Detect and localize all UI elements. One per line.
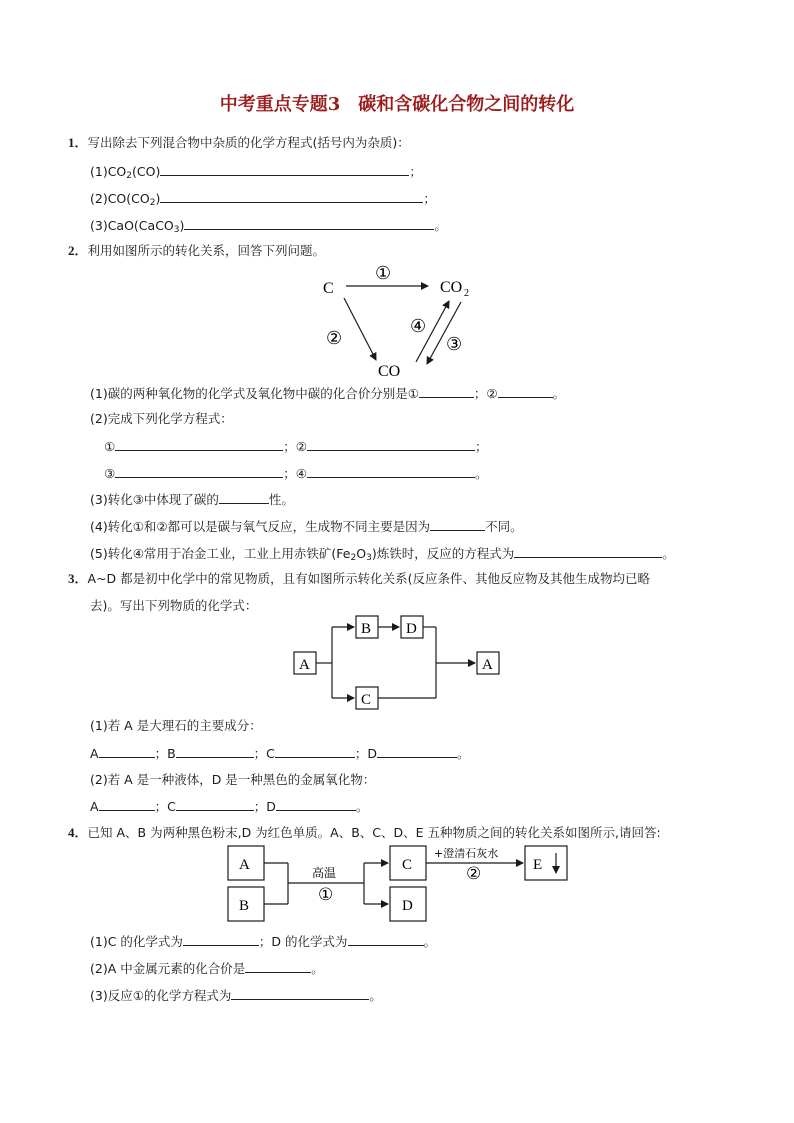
punctuation: 。 <box>474 466 488 481</box>
sub-question-text: ；D 的化学式为 <box>258 934 348 949</box>
formula-text: (2)CO(CO <box>90 191 150 206</box>
reaction-condition-1: 高温 <box>312 866 337 880</box>
sub-question-text: ；② <box>473 386 498 401</box>
question-text: 已知 A、B 为两种黑色粉末,D 为红色单质。A、B、C、D、E 五种物质之间的转化关系如图所示,请回答: <box>87 825 661 840</box>
punctuation: 。 <box>369 988 382 1003</box>
subscript: 2 <box>350 553 357 563</box>
equation-label: ；④ <box>283 466 307 481</box>
node-a-right: A <box>482 657 493 673</box>
answer-label: A <box>90 799 99 814</box>
punctuation: 。 <box>434 218 447 233</box>
question-text: 利用如图所示的转化关系，回答下列问题。 <box>87 243 326 258</box>
sub-question-text: (5)转化④常用于冶金工业，工业上用赤铁矿(Fe <box>90 546 351 561</box>
formula-text: (1)CO <box>90 164 127 179</box>
punctuation: 。 <box>311 961 324 976</box>
carbon-node: C <box>323 280 334 297</box>
node-a: A <box>239 857 250 873</box>
q3-sub-1: (1)若 A 是大理石的主要成分： <box>90 718 262 733</box>
node-c: C <box>361 692 372 708</box>
page-title: 中考重点专题3 碳和含碳化合物之间的转化 <box>219 94 575 115</box>
answer-label: ；D <box>354 746 378 761</box>
sub-question-text: (3)反应①的化学方程式为 <box>90 988 232 1003</box>
subscript: 3 <box>173 225 180 235</box>
sub-question-text: (2)A 中金属元素的化合价是 <box>90 961 246 976</box>
answer-blank[interactable] <box>183 933 259 946</box>
q3-sub-2: (2)若 A 是一种液体，D 是一种黑色的金属氧化物： <box>90 772 376 787</box>
punctuation: 。 <box>552 386 566 401</box>
answer-label: ；B <box>154 746 176 761</box>
sub-question-text: O <box>356 546 367 561</box>
formula-text: ) <box>155 191 161 206</box>
node-b: B <box>239 898 250 914</box>
formula-text: (3)CaO(CaCO <box>90 218 174 233</box>
reaction-label-2: ② <box>466 864 482 883</box>
question-3-stem-cont: 去)。写出下列物质的化学式： <box>90 598 258 613</box>
label-2: ② <box>326 328 343 348</box>
subscript: 2 <box>126 171 133 181</box>
answer-blank[interactable] <box>348 933 424 946</box>
box-e <box>525 846 567 880</box>
punctuation: ； <box>409 164 422 179</box>
sub-question-text: )炼铁时，反应的方程式为 <box>371 546 515 561</box>
question-text: 写出除去下列混合物中杂质的化学方程式(括号内为杂质)： <box>87 135 410 150</box>
punctuation: 。 <box>355 799 369 814</box>
sub-question-text: 不同。 <box>485 519 523 534</box>
punctuation: ； <box>474 439 488 454</box>
co2-node: CO <box>440 279 463 296</box>
q2-sub-2: (2)完成下列化学方程式： <box>90 411 233 426</box>
formula-text: (CO) <box>132 164 161 179</box>
answer-label: ；C <box>253 746 275 761</box>
subscript: 3 <box>366 553 372 563</box>
question-number: 1． <box>68 135 88 150</box>
punctuation: 。 <box>662 546 675 561</box>
punctuation: 。 <box>423 934 437 949</box>
label-1: ① <box>375 263 392 283</box>
answer-label: A <box>90 746 99 761</box>
question-number: 3． <box>68 571 88 586</box>
equation-label: ③ <box>104 466 116 481</box>
label-4: ④ <box>410 316 427 336</box>
subscript: 2 <box>149 198 156 208</box>
punctuation: 。 <box>457 746 470 761</box>
equation-label: ；② <box>283 439 307 454</box>
answer-blank[interactable] <box>231 987 369 1000</box>
answer-label: ；C <box>154 799 176 814</box>
q4-sub-3 <box>90 987 382 1004</box>
question-text: A~D 都是初中化学中的常见物质，且有如图所示转化关系(反应条件、其他反应物及其他生成物均已略 <box>87 571 651 586</box>
node-d: D <box>406 621 417 637</box>
punctuation: ； <box>423 191 436 206</box>
sub-question-text: (4)转化①和②都可以是碳与氧气反应，生成物不同主要是因为 <box>90 519 431 534</box>
node-c: C <box>402 857 413 873</box>
reaction-label-1: ① <box>318 885 334 904</box>
node-b: B <box>361 621 372 637</box>
equation-label: ① <box>104 439 116 454</box>
formula-text: ) <box>179 218 185 233</box>
question-number: 4． <box>68 825 88 840</box>
co2-subscript: 2 <box>464 288 469 299</box>
answer-blank[interactable] <box>245 960 311 973</box>
question-number: 2． <box>68 243 88 258</box>
q4-sub-1 <box>90 933 436 950</box>
label-3: ③ <box>446 334 463 354</box>
node-d: D <box>402 898 413 914</box>
sub-question-text: (1)碳的两种氧化物的化学式及氧化物中碳的化合价分别是① <box>90 386 419 401</box>
sub-question-text: 性。 <box>268 492 294 507</box>
sub-question-text: (1)C 的化学式为 <box>90 934 183 949</box>
node-e: E <box>533 857 543 873</box>
sub-question-text: (3)转化③中体现了碳的 <box>90 492 219 507</box>
q4-sub-2 <box>90 960 324 977</box>
node-a-left: A <box>299 657 310 673</box>
co-node: CO <box>378 363 401 380</box>
answer-label: ；D <box>253 799 276 814</box>
reaction-condition-2: +澄清石灰水 <box>434 847 499 860</box>
